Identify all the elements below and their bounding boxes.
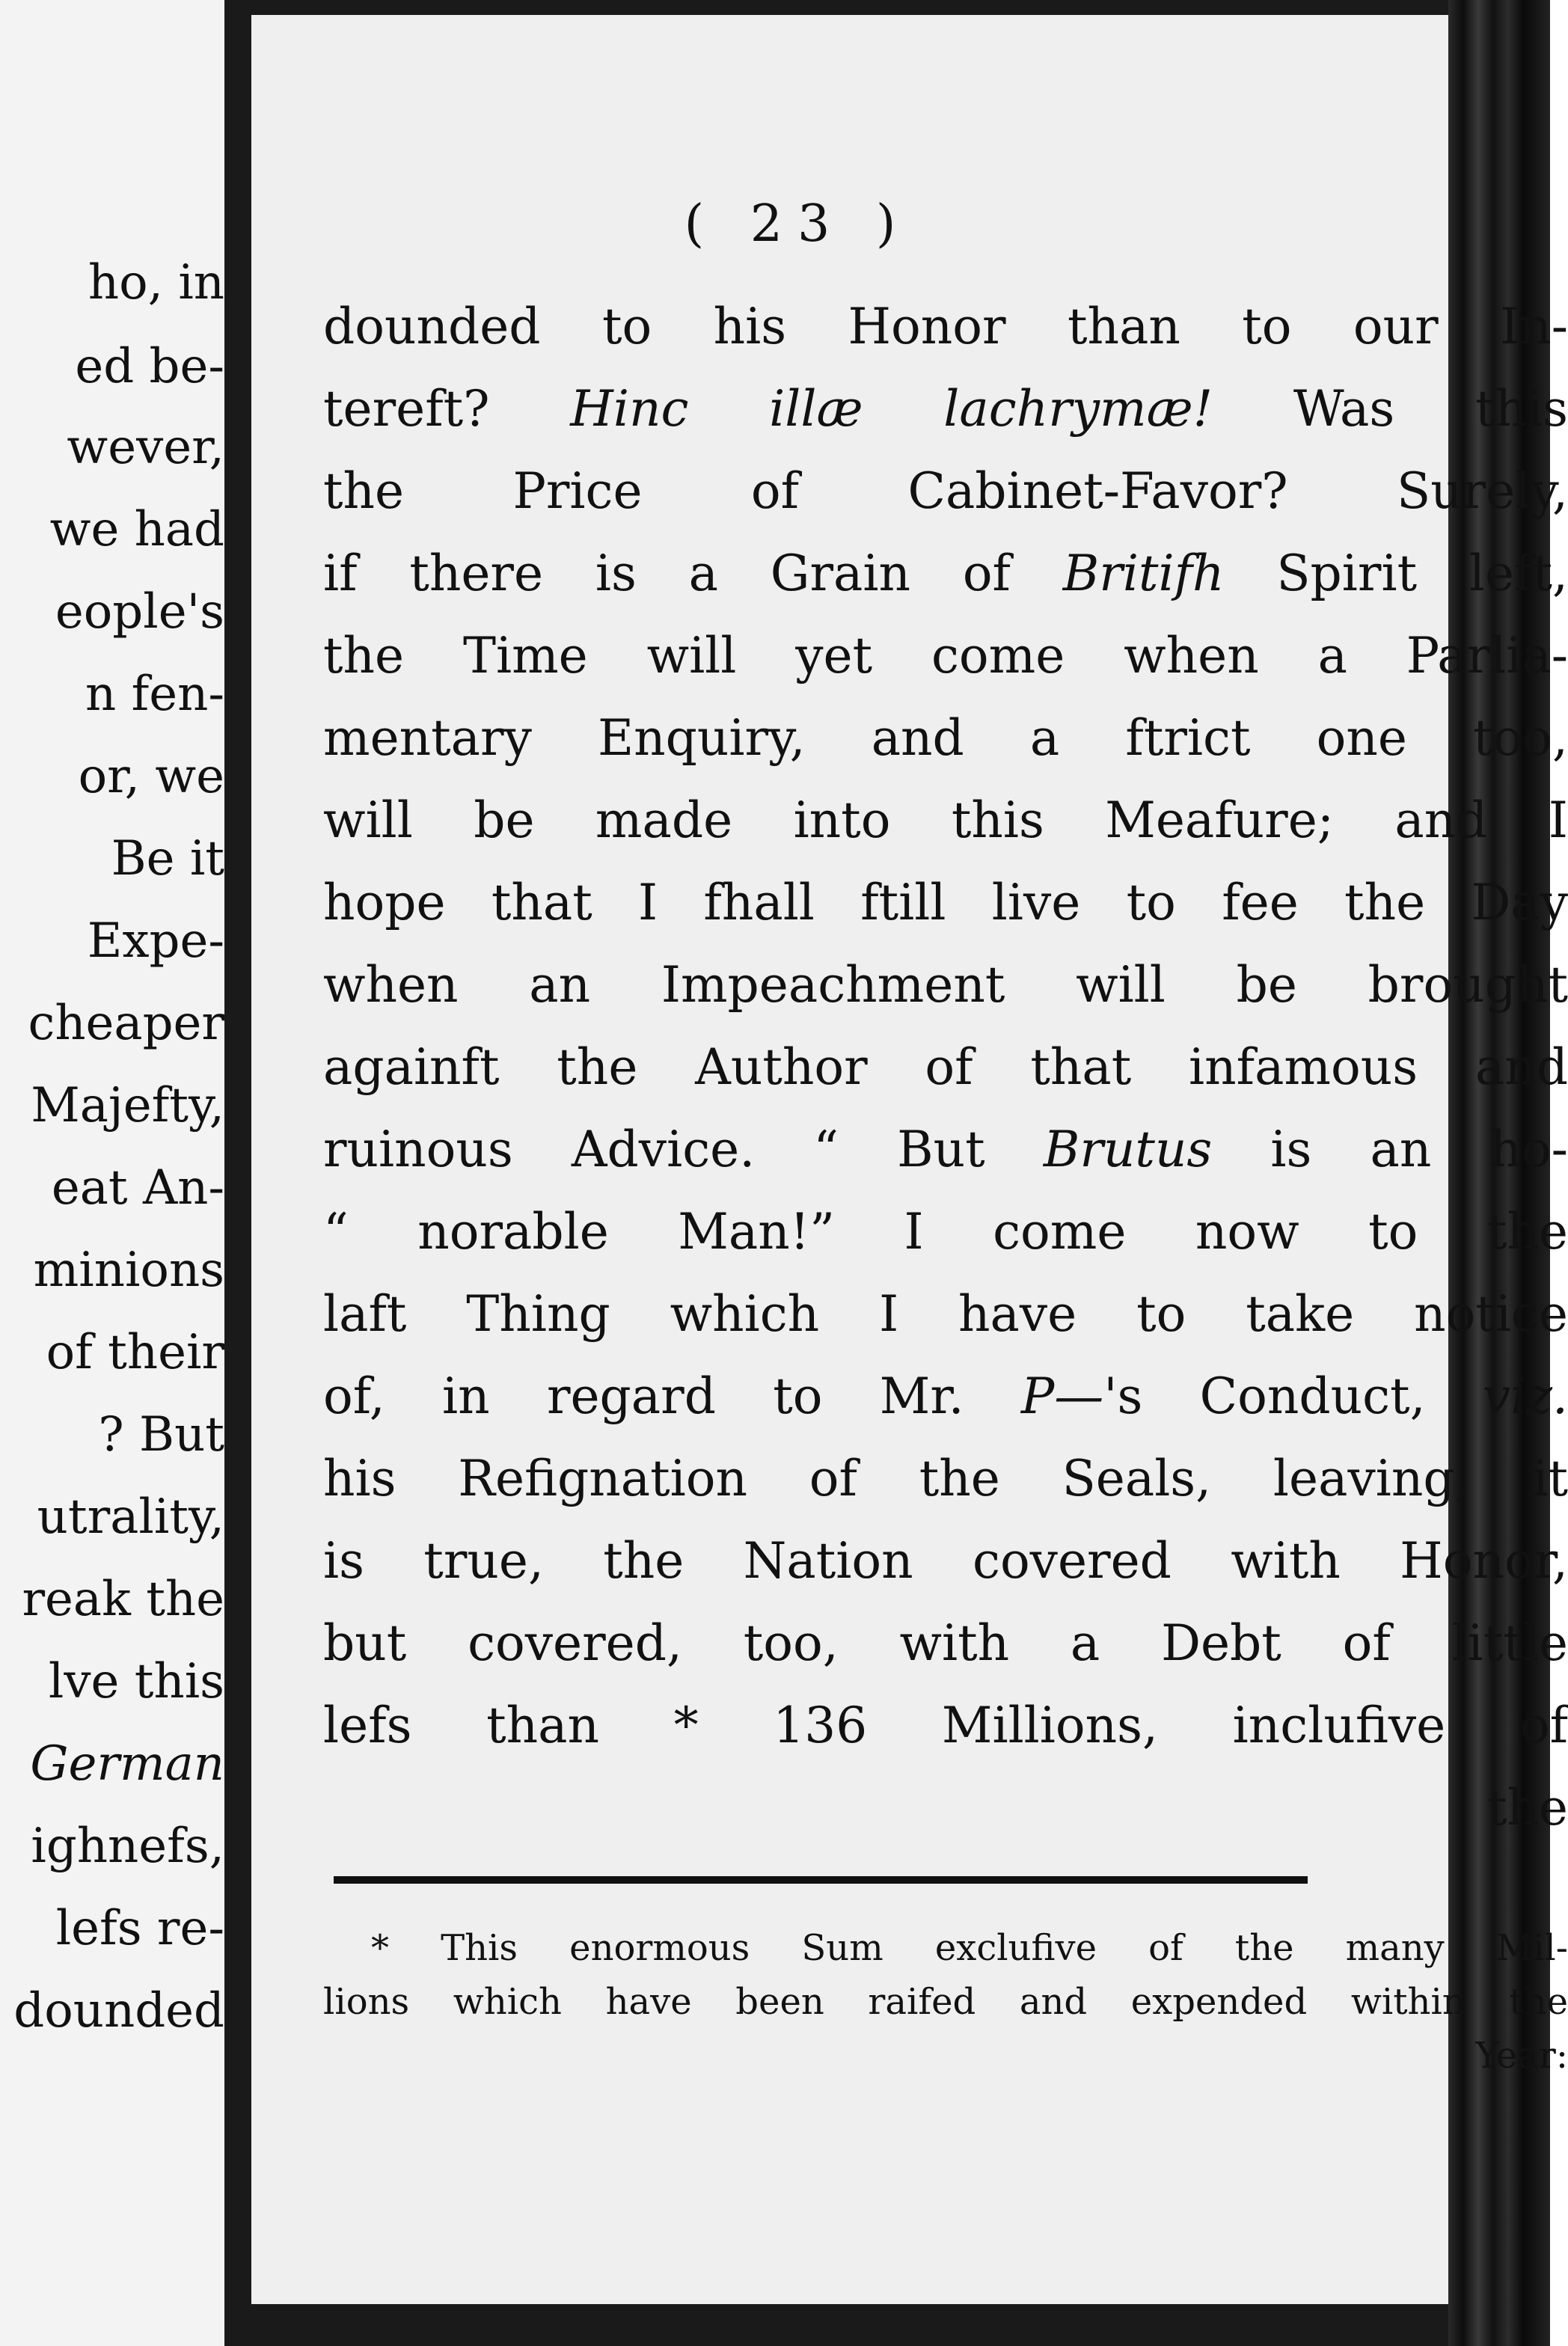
left-page-line: Be it [111,831,224,886]
left-facing-page [0,0,224,2346]
body-line: of, in regard to Mr. P—'s Conduct, viz. [323,1368,1568,1425]
left-page-line: dounded [13,1983,224,2039]
left-page-line: or, we [78,749,224,804]
footnote-line: Year: [1475,2035,1568,2077]
left-page-line: Majefty, [31,1078,224,1133]
left-page-line: eat An- [51,1160,224,1216]
body-line: if there is a Grain of Britifh Spirit left, [323,545,1568,602]
book-gutter [224,0,251,2346]
body-line: the Price of Cabinet-Favor? Surely, [323,462,1568,520]
left-page-line: lefs re- [55,1901,224,1956]
body-line: mentary Enquiry, and a ftrict one too, [323,709,1568,767]
footnote-rule [334,1876,1308,1884]
left-page-line: German [30,1736,224,1792]
footnote-line: lions which have been raifed and expended within the [323,1981,1568,2023]
body-line: when an Impeachment will be brought [323,956,1568,1014]
page-top-edge [224,0,1451,15]
left-page-line: of their [46,1325,224,1380]
left-page-line: ho, in [88,255,224,310]
left-page-line: wever, [67,420,224,475]
page-number: ( 23 ) [684,195,911,254]
body-line: the Time will yet come when a Parlia- [323,627,1568,684]
left-page-line: eople's [55,584,224,640]
left-page-line: reak the [22,1572,224,1627]
left-page-line: utrality, [37,1489,224,1545]
page-bottom-edge [224,2304,1451,2346]
left-page-line: we had [49,502,224,557]
body-line: lefs than * 136 Millions, inclufive of [323,1697,1568,1754]
left-page-line: cheaper [28,996,224,1051]
body-line: laft Thing which I have to take notice [323,1285,1568,1343]
left-page-line: minions [33,1243,224,1298]
left-page-line: Expe- [87,913,224,969]
footnote-line: * This enormous Sum exclufive of the many Mil- [371,1927,1568,1969]
body-line: dounded to his Honor than to our In- [323,298,1568,355]
left-page-line: ighnefs, [31,1819,224,1874]
left-page-line: ed be- [75,339,224,394]
body-line: againft the Author of that infamous and [323,1038,1568,1096]
body-line: but covered, too, with a Debt of little [323,1614,1568,1672]
body-line: will be made into this Meafure; and I [323,791,1568,849]
body-line: is true, the Nation covered with Honor, [323,1532,1568,1590]
body-line: ruinous Advice. “ But Brutus is an ho- [323,1121,1568,1178]
body-line: tereft? Hinc illæ lachrymæ! Was this [323,380,1568,438]
left-page-line: lve this [48,1654,224,1709]
body-line: his Refignation of the Seals, leaving, it [323,1450,1568,1507]
catchword: the [1486,1779,1568,1837]
body-line: hope that I fhall ftill live to fee the Day [323,874,1568,931]
body-line: “ norable Man!” I come now to the [323,1203,1568,1261]
left-page-line: n fen- [85,667,224,722]
right-page [251,15,1568,2304]
left-page-line: ? But [98,1407,224,1463]
